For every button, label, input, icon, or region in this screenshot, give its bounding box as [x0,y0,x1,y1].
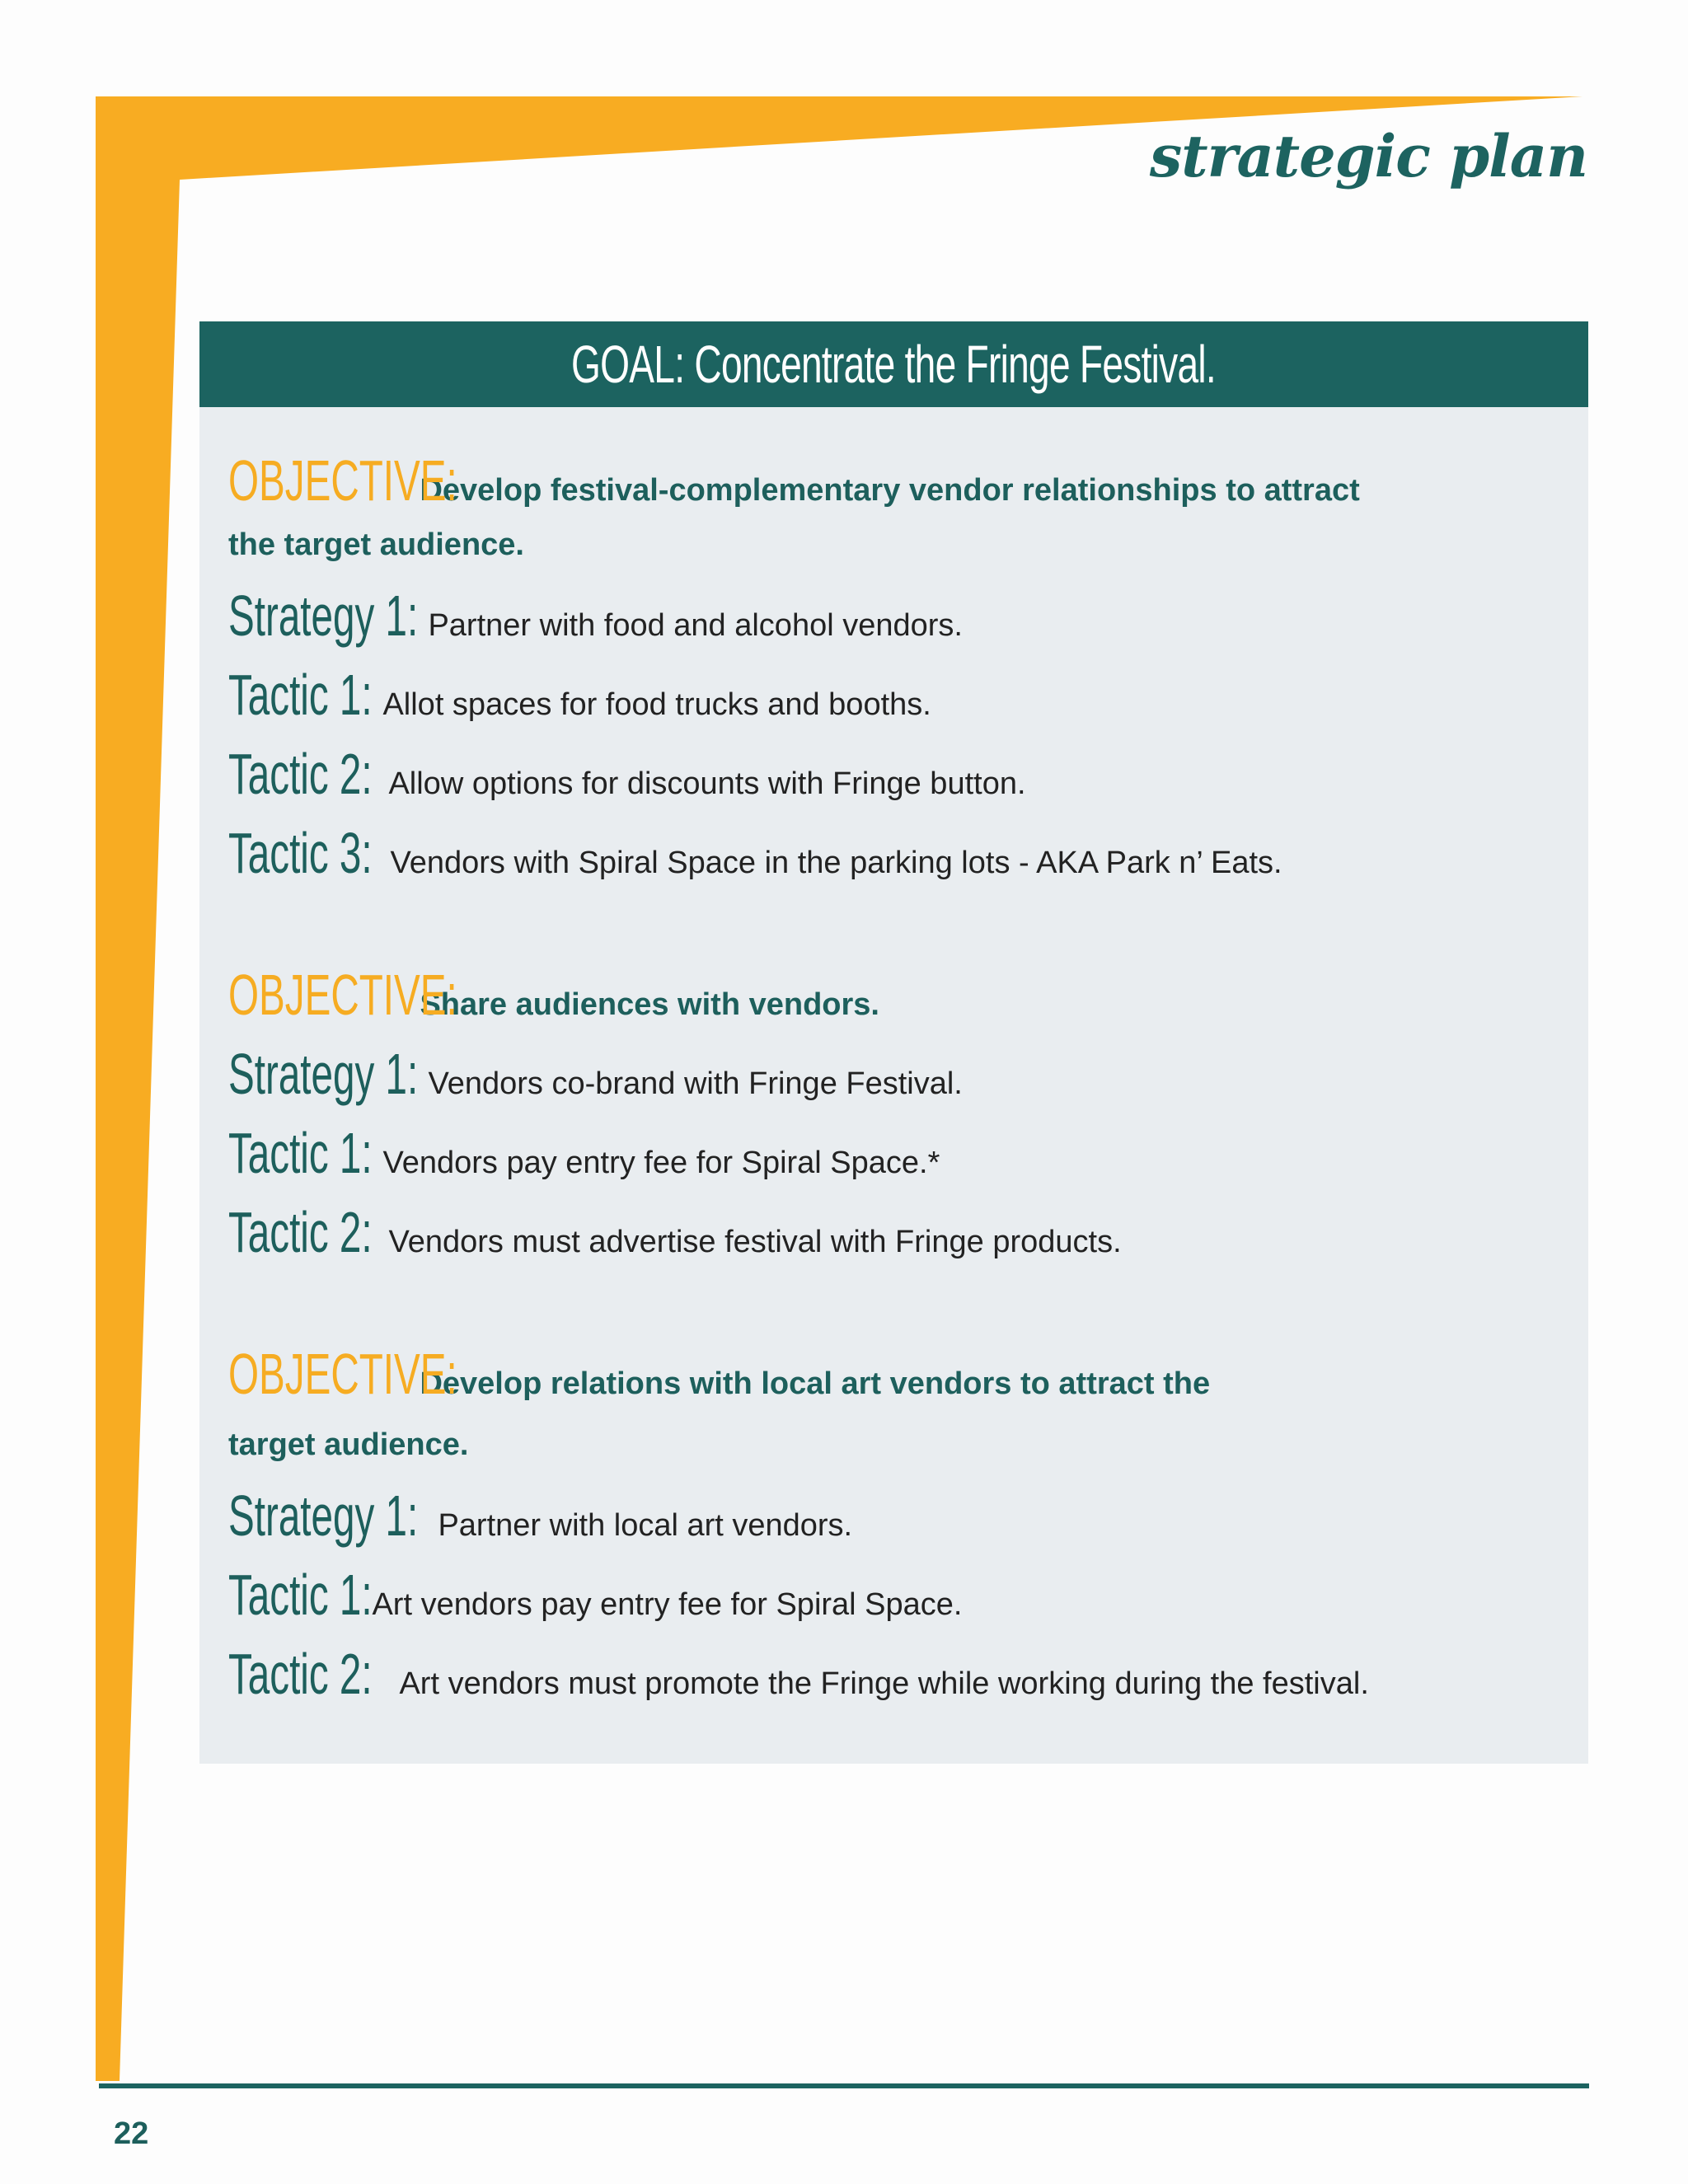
tactic-text: Art vendors must promote the Fringe while working during the festival. [399,1666,1369,1701]
footer-rule [99,2083,1589,2088]
section-title: strategic plan [1149,122,1587,190]
tactic-text: Vendors must advertise festival with Fringe products. [388,1225,1122,1259]
tactic-label: Tactic 1: [228,1563,373,1627]
goal-banner [199,321,1588,407]
tactic-row [228,1642,1369,1706]
goal-heading: GOAL: Concentrate the Fringe Festival. [571,335,1217,394]
tactic-text: Art vendors pay entry fee for Spiral Space. [372,1587,963,1622]
tactic-text: Vendors pay entry fee for Spiral Space.* [382,1146,940,1180]
strategy-label: Strategy 1: [228,1483,419,1548]
objective-row-continued [228,527,524,563]
tactic-label: Tactic 1: [228,1121,373,1185]
tactic-row [228,742,1026,806]
tactic-row [228,1563,963,1627]
strategy-text: Partner with local art vendors. [438,1508,853,1543]
strategy-row [228,583,963,648]
objective-text-continued: target audience. [228,1427,469,1462]
objective-text: Develop relations with local art vendors to attract the [420,1366,1211,1401]
tactic-label: Tactic 3: [228,821,373,885]
objective-text: Share audiences with vendors. [420,987,879,1022]
objective-label: OBJECTIVE: [228,963,457,1027]
tactic-label: Tactic 2: [228,742,373,806]
tactic-row [228,663,931,727]
tactic-row [228,1200,1122,1264]
objective-text-continued: the target audience. [228,527,524,562]
strategy-label: Strategy 1: [228,1042,419,1106]
objective-label: OBJECTIVE: [228,448,457,513]
tactic-text: Vendors with Spiral Space in the parking lots - AKA Park n’ Eats. [390,846,1282,880]
tactic-label: Tactic 2: [228,1200,373,1264]
tactic-text: Allot spaces for food trucks and booths. [382,687,931,722]
tactic-label: Tactic 1: [228,663,373,727]
strategy-label: Strategy 1: [228,583,419,648]
objective-row [228,963,879,1027]
page-number: 22 [114,2116,149,2151]
objective-row-continued [228,1427,468,1463]
strategy-row [228,1483,853,1548]
objective-label: OBJECTIVE: [228,1342,457,1406]
objective-text: Develop festival-complementary vendor relationships to attract [420,473,1360,508]
tactic-label: Tactic 2: [228,1642,373,1706]
tactic-row [228,821,1282,885]
tactic-row [228,1121,940,1185]
strategy-text: Vendors co-brand with Fringe Festival. [428,1066,963,1101]
strategy-row [228,1042,963,1106]
tactic-text: Allow options for discounts with Fringe button. [388,766,1026,801]
strategy-text: Partner with food and alcohol vendors. [428,608,963,643]
objective-row [228,448,1360,513]
objective-row [228,1342,1211,1406]
